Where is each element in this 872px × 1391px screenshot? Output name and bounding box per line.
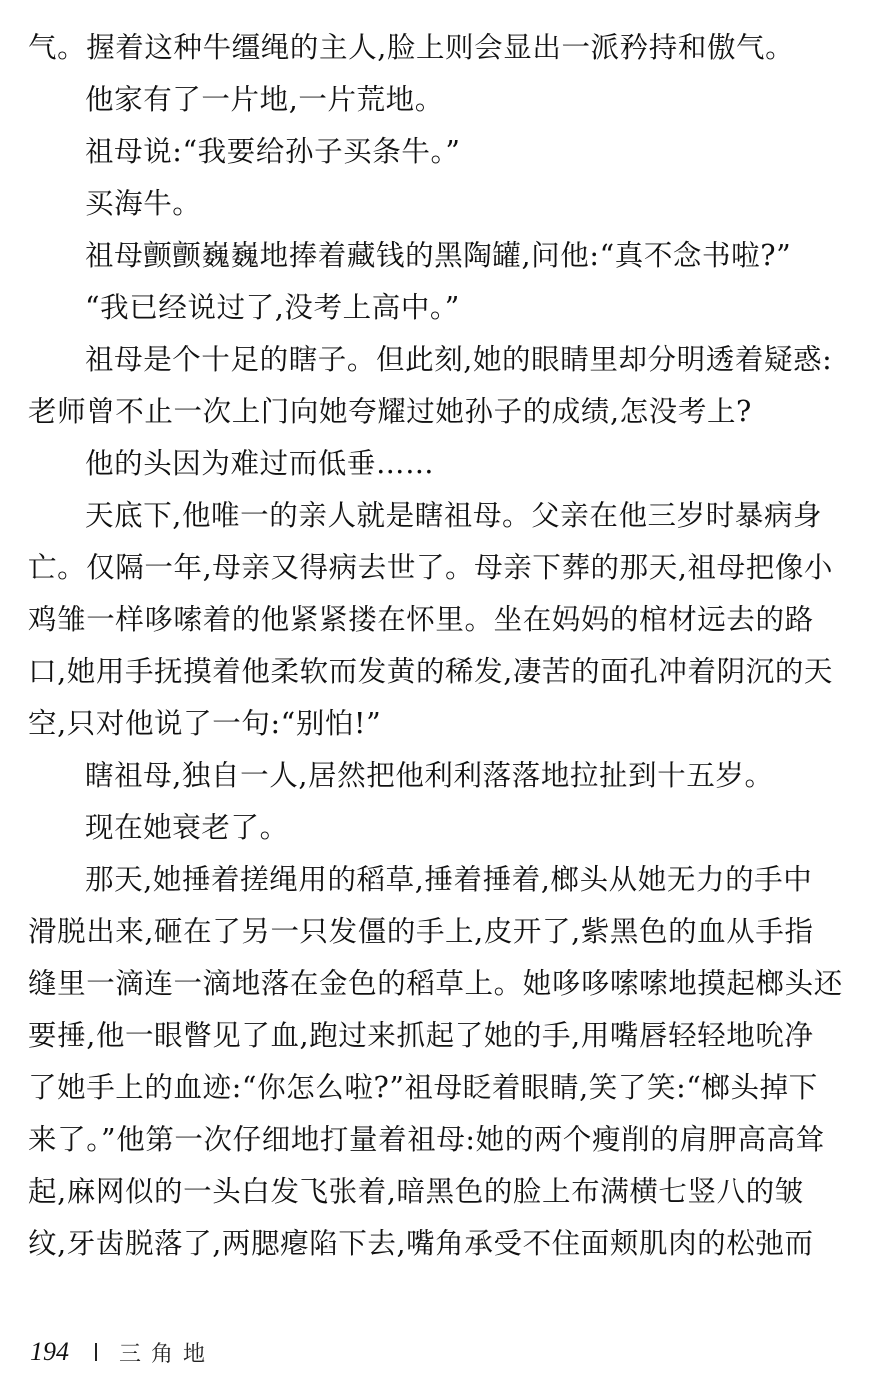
text-line: 祖母颤颤巍巍地捧着藏钱的黑陶罐,问他:“真不念书啦?” (85, 239, 792, 272)
text-line: 他家有了一片地,一片荒地。 (85, 83, 444, 116)
text-line: 纹,牙齿脱落了,两腮瘪陷下去,嘴角承受不住面颊肌肉的松弛而 (28, 1227, 814, 1260)
text-line: 那天,她捶着搓绳用的稻草,捶着捶着,榔头从她无力的手中 (85, 863, 813, 896)
text-line: 天底下,他唯一的亲人就是瞎祖母。父亲在他三岁时暴病身 (85, 499, 823, 532)
text-line: “我已经说过了,没考上高中。” (85, 291, 460, 324)
text-line: 他的头因为难过而低垂…… (85, 447, 435, 480)
text-line: 亡。仅隔一年,母亲又得病去世了。母亲下葬的那天,祖母把像小 (28, 551, 834, 584)
text-line: 起,麻网似的一头白发飞张着,暗黑色的脸上布满横七竖八的皱 (28, 1175, 804, 1208)
text-line: 祖母是个十足的瞎子。但此刻,她的眼睛里却分明透着疑惑: (85, 343, 833, 376)
footer-divider (95, 1343, 97, 1361)
text-line: 了她手上的血迹:“你怎么啦?”祖母眨着眼睛,笑了笑:“榔头掉下 (28, 1071, 818, 1104)
text-line: 买海牛。 (85, 187, 202, 220)
text-line: 要捶,他一眼瞥见了血,跑过来抓起了她的手,用嘴唇轻轻地吮净 (28, 1019, 814, 1052)
text-line: 气。握着这种牛缰绳的主人,脸上则会显出一派矜持和傲气。 (28, 31, 795, 64)
text-line: 瞎祖母,独自一人,居然把他利利落落地拉扯到十五岁。 (85, 759, 774, 792)
page-footer (30, 1332, 215, 1372)
text-line: 鸡雏一样哆嗦着的他紧紧搂在怀里。坐在妈妈的棺材远去的路 (28, 603, 814, 636)
text-line: 现在她衰老了。 (85, 811, 289, 844)
text-line: 来了。”他第一次仔细地打量着祖母:她的两个瘦削的肩胛高高耸 (28, 1123, 825, 1156)
text-line: 空,只对他说了一句:“别怕!” (28, 707, 382, 740)
text-line: 滑脱出来,砸在了另一只发僵的手上,皮开了,紫黑色的血从手指 (28, 915, 814, 948)
book-title: 三角地 (119, 1341, 216, 1367)
text-line: 祖母说:“我要给孙子买条牛。” (85, 135, 461, 168)
text-line: 口,她用手抚摸着他柔软而发黄的稀发,凄苦的面孔冲着阴沉的天 (28, 655, 834, 688)
text-line: 老师曾不止一次上门向她夸耀过她孙子的成绩,怎没考上? (28, 395, 752, 428)
text-line: 缝里一滴连一滴地落在金色的稻草上。她哆哆嗦嗦地摸起榔头还 (28, 967, 843, 1000)
page-number: 194 (30, 1337, 69, 1366)
